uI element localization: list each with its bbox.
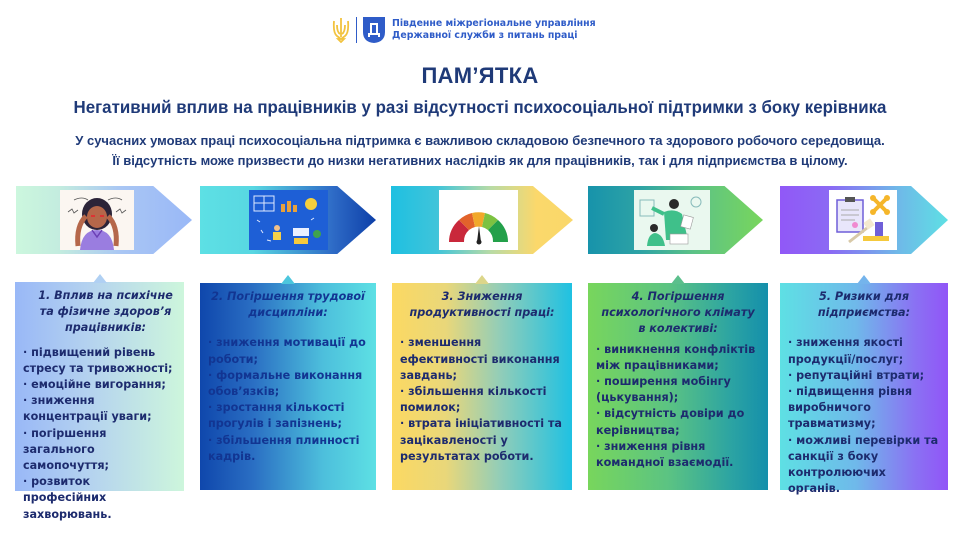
enterprise-risk-icon — [829, 190, 897, 250]
org-name-line2: Державної служби з питань праці — [392, 30, 578, 41]
list-item: · зниження рівня командної взаємодії. — [596, 439, 760, 471]
workplace-conflict-icon — [634, 190, 710, 250]
arrow-banner-3 — [391, 186, 573, 254]
section-heading: 4. Погіршення психологічного клімату в колективі: — [601, 290, 755, 336]
list-item: · відсутність довіри до керівництва; — [596, 406, 760, 438]
arrow-banner-4 — [588, 186, 763, 254]
org-name — [392, 18, 596, 42]
productivity-gauge-illustration — [439, 190, 518, 250]
list-item: · втрата ініціативності та зацікавленості у результатах роботи. — [400, 416, 564, 465]
list-item: · підвищений рівень стресу та тривожності; — [23, 345, 176, 377]
intro-line-2: Її відсутність може призвести до низки негативних наслідків як для працівників, так і для підприємства в цілому. — [112, 153, 848, 168]
list-item: · зменшення ефективності виконання завдань; — [400, 335, 564, 384]
list-item: · зниження якості продукції/послуг; — [788, 335, 940, 367]
page-subtitle: Негативний вплив на працівників у разі відсутності психосоціальної підтримки з боку керівника — [73, 97, 887, 117]
section-heading: 2. Погіршення трудової дисципліни: — [211, 290, 365, 320]
section-list — [208, 335, 368, 465]
section-list — [596, 342, 760, 472]
list-item: · емоційне вигорання; — [23, 377, 176, 393]
list-item: · зростання кількості прогулів і запізнень; — [208, 400, 368, 432]
intro-text — [0, 131, 960, 171]
page-title: ПАМ’ЯТКА — [421, 63, 539, 88]
chaotic-office-illustration — [249, 190, 328, 250]
section-health-impact — [15, 282, 184, 521]
arrow-banner-2 — [200, 186, 376, 254]
arrow-banner-1 — [16, 186, 192, 254]
stressed-woman-illustration — [60, 190, 134, 250]
section-heading: 3. Зниження продуктивності праці: — [409, 290, 555, 320]
list-item: · зниження мотивації до роботи; — [208, 335, 368, 367]
section-discipline — [200, 283, 376, 490]
logo-divider — [356, 17, 357, 43]
section-list — [788, 335, 940, 497]
enterprise-risk-illustration — [829, 190, 897, 250]
list-item: · зниження концентрації уваги; — [23, 393, 176, 425]
list-item: · збільшення плинності кадрів. — [208, 433, 368, 465]
section-enterprise-risks — [780, 283, 948, 496]
list-item: · репутаційні втрати; — [788, 368, 940, 384]
intro-line-1: У сучасних умовах праці психосоціальна підтримка є важливою складовою безпечного та здорового робочого середовища. — [75, 133, 885, 148]
org-logo — [331, 15, 596, 45]
section-list — [400, 335, 564, 465]
list-item: · виникнення конфліктів між працівниками; — [596, 342, 760, 374]
chaotic-office-icon — [249, 190, 328, 250]
section-heading: 5. Ризики для підприємства: — [817, 290, 911, 320]
section-productivity — [392, 283, 572, 490]
stressed-woman-icon — [60, 190, 134, 250]
list-item: · збільшення кількості помилок; — [400, 384, 564, 416]
trident-icon — [331, 17, 351, 43]
section-list — [23, 345, 176, 523]
arrow-banner-5 — [780, 186, 948, 254]
list-item: · розвиток професійних захворювань. — [23, 474, 176, 523]
workplace-conflict-illustration — [634, 190, 710, 250]
gauge-icon — [439, 190, 518, 250]
section-team-climate — [588, 283, 768, 490]
section-heading: 1. Вплив на психічне та фізичне здоров’я працівників: — [38, 289, 173, 335]
shield-d-icon — [362, 16, 386, 44]
list-item: · погіршення загального самопочуття; — [23, 426, 176, 475]
list-item: · можливі перевірки та санкції з боку контролюючих органів. — [788, 433, 940, 498]
org-name-line1: Південне міжрегіональне управління — [392, 18, 596, 29]
list-item: · формальне виконання обов’язків; — [208, 368, 368, 400]
list-item: · поширення мобінгу (цькування); — [596, 374, 760, 406]
list-item: · підвищення рівня виробничого травматизму; — [788, 384, 940, 433]
